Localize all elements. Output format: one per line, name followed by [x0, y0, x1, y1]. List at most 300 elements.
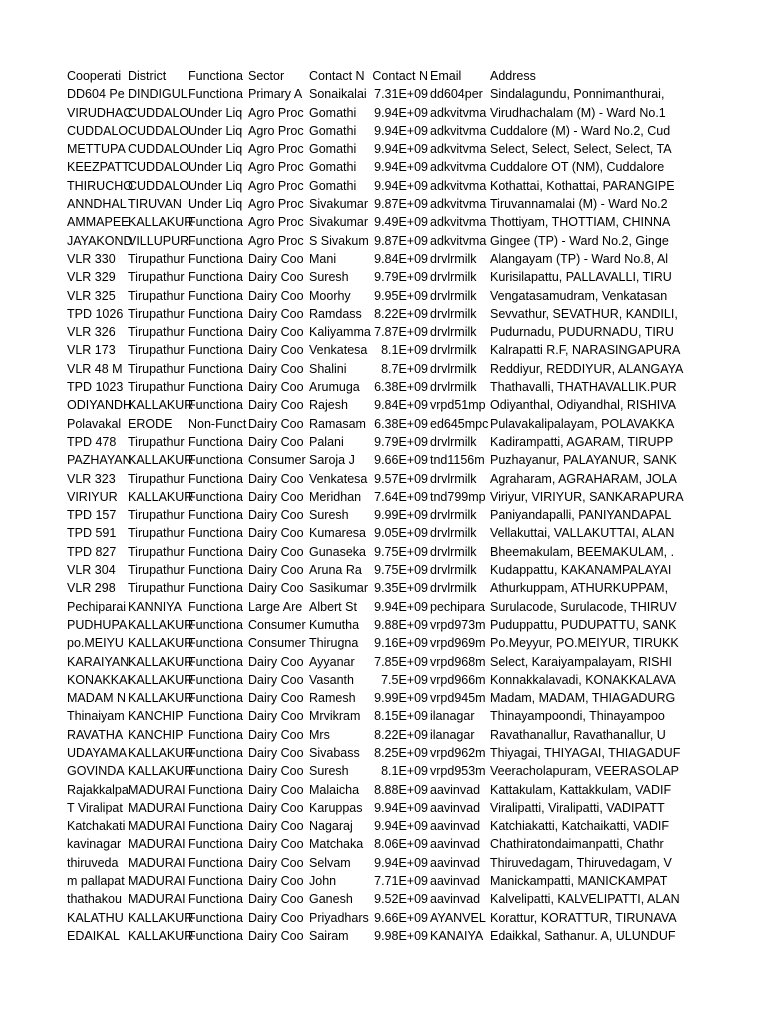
- district-cell[interactable]: KALLAKUR: [128, 691, 194, 706]
- functional-cell[interactable]: Functiona: [188, 599, 243, 614]
- contact-name-cell[interactable]: Venkatesa: [309, 471, 368, 486]
- address-cell[interactable]: Thiyagai, THIYAGAI, THIAGADUF: [490, 745, 681, 760]
- district-cell[interactable]: KALLAKUR: [128, 910, 194, 925]
- contact-name-cell[interactable]: Priyadhars: [309, 910, 369, 925]
- cooperative-cell[interactable]: Katchakati: [67, 819, 126, 834]
- functional-cell[interactable]: Functiona: [188, 343, 243, 358]
- district-cell[interactable]: KALLAKUR: [128, 928, 194, 943]
- address-cell[interactable]: Thathavalli, THATHAVALLIK.PUR: [490, 380, 677, 395]
- sector-cell[interactable]: Dairy Coo: [248, 745, 304, 760]
- contact-name-cell[interactable]: Gunaseka: [309, 544, 366, 559]
- address-cell[interactable]: Cuddalore (M) - Ward No.2, Cud: [490, 123, 671, 138]
- functional-cell[interactable]: Under Liq: [188, 160, 243, 175]
- cooperative-cell[interactable]: MADAM N: [67, 691, 127, 706]
- address-cell[interactable]: Katchiakatti, Katchaikatti, VADIF: [490, 819, 670, 834]
- district-cell[interactable]: MADURAI: [128, 837, 186, 852]
- email-cell[interactable]: vrpd966m: [430, 672, 486, 687]
- address-cell[interactable]: Konnakkalavadi, KONAKKALAVA: [490, 672, 676, 687]
- sector-cell[interactable]: Dairy Coo: [248, 361, 304, 376]
- address-cell[interactable]: Kalvelipatti, KALVELIPATTI, ALAN: [490, 892, 680, 907]
- cooperative-cell[interactable]: Thinaiyam: [67, 709, 125, 724]
- header-cell-functional[interactable]: Functiona: [188, 69, 243, 83]
- cooperative-cell[interactable]: m pallapat: [67, 874, 125, 889]
- contact-name-cell[interactable]: Vasanth: [309, 672, 354, 687]
- functional-cell[interactable]: Functiona: [188, 288, 243, 303]
- sector-cell[interactable]: Dairy Coo: [248, 782, 304, 797]
- functional-cell[interactable]: Functiona: [188, 526, 243, 541]
- address-cell[interactable]: Vengatasamudram, Venkatasan: [490, 288, 668, 303]
- address-cell[interactable]: Veeracholapuram, VEERASOLAP: [490, 764, 679, 779]
- cooperative-cell[interactable]: CUDDALO: [67, 123, 129, 138]
- sector-cell[interactable]: Dairy Coo: [248, 910, 304, 925]
- address-cell[interactable]: Viriyur, VIRIYUR, SANKARAPURA: [490, 489, 684, 504]
- district-cell[interactable]: KALLAKUR: [128, 654, 194, 669]
- cooperative-cell[interactable]: TPD 1023: [67, 380, 124, 395]
- contact-name-cell[interactable]: Ayyanar: [309, 654, 355, 669]
- sector-cell[interactable]: Agro Proc: [248, 215, 304, 230]
- functional-cell[interactable]: Functiona: [188, 306, 243, 321]
- district-cell[interactable]: KALLAKUR: [128, 215, 194, 230]
- sector-cell[interactable]: Dairy Coo: [248, 691, 304, 706]
- cooperative-cell[interactable]: VIRUDHAC: [67, 105, 133, 120]
- contact-number-cell[interactable]: 9.94E+09: [374, 599, 428, 614]
- contact-name-cell[interactable]: Kumaresa: [309, 526, 366, 541]
- email-cell[interactable]: adkvitvma: [430, 215, 487, 230]
- address-cell[interactable]: Gingee (TP) - Ward No.2, Ginge: [490, 233, 669, 248]
- district-cell[interactable]: KALLAKUR: [128, 489, 194, 504]
- contact-name-cell[interactable]: Gomathi: [309, 142, 357, 157]
- cooperative-cell[interactable]: VLR 330: [67, 251, 116, 266]
- email-cell[interactable]: drvlrmilk: [430, 526, 477, 541]
- district-cell[interactable]: KALLAKUR: [128, 764, 194, 779]
- email-cell[interactable]: drvlrmilk: [430, 306, 477, 321]
- district-cell[interactable]: MADURAI: [128, 855, 186, 870]
- sector-cell[interactable]: Dairy Coo: [248, 544, 304, 559]
- email-cell[interactable]: adkvitvma: [430, 160, 487, 175]
- email-cell[interactable]: pechipara: [430, 599, 485, 614]
- email-cell[interactable]: drvlrmilk: [430, 563, 477, 578]
- cooperative-cell[interactable]: TPD 591: [67, 526, 117, 541]
- cooperative-cell[interactable]: PAZHAYAN: [67, 453, 132, 468]
- contact-number-cell[interactable]: 6.38E+09: [374, 416, 428, 431]
- contact-name-cell[interactable]: Matchaka: [309, 837, 364, 852]
- cooperative-cell[interactable]: JAYAKOND: [67, 233, 133, 248]
- functional-cell[interactable]: Functiona: [188, 928, 243, 943]
- sector-cell[interactable]: Agro Proc: [248, 197, 304, 212]
- cooperative-cell[interactable]: EDAIKAL: [67, 928, 120, 943]
- cooperative-cell[interactable]: T Viralipat: [67, 800, 123, 815]
- email-cell[interactable]: dd604per: [430, 87, 483, 102]
- contact-name-cell[interactable]: Arumuga: [309, 380, 360, 395]
- cooperative-cell[interactable]: TPD 157: [67, 508, 117, 523]
- contact-number-cell[interactable]: 8.1E+09: [381, 343, 428, 358]
- contact-number-cell[interactable]: 9.79E+09: [374, 270, 428, 285]
- address-cell[interactable]: Kudappattu, KAKANAMPALAYAI: [490, 563, 672, 578]
- cooperative-cell[interactable]: TPD 827: [67, 544, 117, 559]
- contact-name-cell[interactable]: Ramesh: [309, 691, 356, 706]
- contact-name-cell[interactable]: Albert St: [309, 599, 357, 614]
- contact-name-cell[interactable]: Selvam: [309, 855, 351, 870]
- contact-name-cell[interactable]: Ramasam: [309, 416, 366, 431]
- address-cell[interactable]: Bheemakulam, BEEMAKULAM, .: [490, 544, 675, 559]
- district-cell[interactable]: KANCHIP: [128, 727, 184, 742]
- district-cell[interactable]: CUDDALO: [128, 105, 190, 120]
- contact-number-cell[interactable]: 8.06E+09: [374, 837, 428, 852]
- cooperative-cell[interactable]: VLR 173: [67, 343, 116, 358]
- district-cell[interactable]: KALLAKUR: [128, 617, 194, 632]
- functional-cell[interactable]: Functiona: [188, 654, 243, 669]
- cooperative-cell[interactable]: TPD 1026: [67, 306, 124, 321]
- district-cell[interactable]: KALLAKUR: [128, 745, 194, 760]
- cooperative-cell[interactable]: METTUPA: [67, 142, 126, 157]
- contact-number-cell[interactable]: 9.94E+09: [374, 800, 428, 815]
- contact-name-cell[interactable]: Gomathi: [309, 105, 357, 120]
- sector-cell[interactable]: Dairy Coo: [248, 434, 304, 449]
- address-cell[interactable]: Thottiyam, THOTTIAM, CHINNA: [490, 215, 671, 230]
- functional-cell[interactable]: Functiona: [188, 764, 243, 779]
- email-cell[interactable]: ilanagar: [430, 727, 475, 742]
- email-cell[interactable]: vrpd962m: [430, 745, 486, 760]
- contact-name-cell[interactable]: Aruna Ra: [309, 563, 362, 578]
- functional-cell[interactable]: Under Liq: [188, 123, 243, 138]
- district-cell[interactable]: MADURAI: [128, 782, 186, 797]
- functional-cell[interactable]: Functiona: [188, 910, 243, 925]
- district-cell[interactable]: VILLUPUR: [128, 233, 190, 248]
- functional-cell[interactable]: Functiona: [188, 636, 243, 651]
- cooperative-cell[interactable]: ODIYANDH: [67, 398, 133, 413]
- email-cell[interactable]: drvlrmilk: [430, 270, 477, 285]
- contact-number-cell[interactable]: 8.7E+09: [381, 361, 428, 376]
- address-cell[interactable]: Surulacode, Surulacode, THIRUV: [490, 599, 677, 614]
- contact-name-cell[interactable]: Kaliyamma: [309, 325, 371, 340]
- sector-cell[interactable]: Large Are: [248, 599, 303, 614]
- sector-cell[interactable]: Dairy Coo: [248, 343, 304, 358]
- email-cell[interactable]: aavinvad: [430, 874, 481, 889]
- sector-cell[interactable]: Dairy Coo: [248, 416, 304, 431]
- district-cell[interactable]: Tirupathur: [128, 306, 185, 321]
- address-cell[interactable]: Kothattai, Kothattai, PARANGIPE: [490, 178, 675, 193]
- district-cell[interactable]: MADURAI: [128, 874, 186, 889]
- email-cell[interactable]: vrpd945m: [430, 691, 486, 706]
- functional-cell[interactable]: Functiona: [188, 489, 243, 504]
- district-cell[interactable]: Tirupathur: [128, 325, 185, 340]
- district-cell[interactable]: Tirupathur: [128, 288, 185, 303]
- contact-number-cell[interactable]: 8.15E+09: [374, 709, 428, 724]
- address-cell[interactable]: Kurisilapattu, PALLAVALLI, TIRU: [490, 270, 672, 285]
- cooperative-cell[interactable]: UDAYAMA: [67, 745, 127, 760]
- cooperative-cell[interactable]: VLR 325: [67, 288, 116, 303]
- email-cell[interactable]: aavinvad: [430, 782, 481, 797]
- functional-cell[interactable]: Functiona: [188, 837, 243, 852]
- address-cell[interactable]: Athurkuppam, ATHURKUPPAM,: [490, 581, 669, 596]
- contact-number-cell[interactable]: 9.94E+09: [374, 855, 428, 870]
- contact-number-cell[interactable]: 8.88E+09: [374, 782, 428, 797]
- functional-cell[interactable]: Functiona: [188, 855, 243, 870]
- contact-number-cell[interactable]: 8.1E+09: [381, 764, 428, 779]
- contact-name-cell[interactable]: Moorhy: [309, 288, 351, 303]
- functional-cell[interactable]: Functiona: [188, 215, 243, 230]
- email-cell[interactable]: tnd799mp: [430, 489, 486, 504]
- email-cell[interactable]: drvlrmilk: [430, 361, 477, 376]
- contact-number-cell[interactable]: 9.94E+09: [374, 160, 428, 175]
- contact-name-cell[interactable]: Suresh: [309, 764, 349, 779]
- contact-number-cell[interactable]: 9.94E+09: [374, 142, 428, 157]
- contact-number-cell[interactable]: 6.38E+09: [374, 380, 428, 395]
- sector-cell[interactable]: Dairy Coo: [248, 251, 304, 266]
- address-cell[interactable]: Korattur, KORATTUR, TIRUNAVA: [490, 910, 677, 925]
- cooperative-cell[interactable]: VLR 326: [67, 325, 116, 340]
- address-cell[interactable]: Madam, MADAM, THIAGADURG: [490, 691, 676, 706]
- header-cell-email[interactable]: Email: [430, 69, 462, 83]
- address-cell[interactable]: Edaikkal, Sathanur. A, ULUNDUF: [490, 928, 676, 943]
- contact-name-cell[interactable]: Gomathi: [309, 178, 357, 193]
- email-cell[interactable]: aavinvad: [430, 837, 481, 852]
- contact-number-cell[interactable]: 9.99E+09: [374, 691, 428, 706]
- sector-cell[interactable]: Dairy Coo: [248, 380, 304, 395]
- cooperative-cell[interactable]: VLR 329: [67, 270, 116, 285]
- sector-cell[interactable]: Dairy Coo: [248, 654, 304, 669]
- cooperative-cell[interactable]: Polavakal: [67, 416, 122, 431]
- email-cell[interactable]: drvlrmilk: [430, 544, 477, 559]
- functional-cell[interactable]: Functiona: [188, 544, 243, 559]
- contact-name-cell[interactable]: Mani: [309, 251, 337, 266]
- contact-number-cell[interactable]: 9.87E+09: [374, 233, 428, 248]
- contact-name-cell[interactable]: Suresh: [309, 508, 349, 523]
- cooperative-cell[interactable]: KEEZPATT: [67, 160, 130, 175]
- contact-number-cell[interactable]: 9.98E+09: [374, 928, 428, 943]
- contact-name-cell[interactable]: Sasikumar: [309, 581, 369, 596]
- address-cell[interactable]: Thiruvedagam, Thiruvedagam, V: [490, 855, 672, 870]
- functional-cell[interactable]: Functiona: [188, 453, 243, 468]
- district-cell[interactable]: Tirupathur: [128, 508, 185, 523]
- email-cell[interactable]: drvlrmilk: [430, 581, 477, 596]
- contact-name-cell[interactable]: Gomathi: [309, 123, 357, 138]
- address-cell[interactable]: Ravathanallur, Ravathanallur, U: [490, 727, 666, 742]
- functional-cell[interactable]: Functiona: [188, 380, 243, 395]
- cooperative-cell[interactable]: KONAKKAI: [67, 672, 131, 687]
- address-cell[interactable]: Sindalagundu, Ponnimanthurai,: [490, 87, 665, 102]
- sector-cell[interactable]: Dairy Coo: [248, 398, 304, 413]
- sector-cell[interactable]: Dairy Coo: [248, 874, 304, 889]
- address-cell[interactable]: Thinayampoondi, Thinayampoo: [490, 709, 665, 724]
- header-cell-contact-name[interactable]: Contact N: [309, 69, 365, 83]
- email-cell[interactable]: aavinvad: [430, 855, 481, 870]
- address-cell[interactable]: Pudurnadu, PUDURNADU, TIRU: [490, 325, 674, 340]
- sector-cell[interactable]: Dairy Coo: [248, 325, 304, 340]
- email-cell[interactable]: vrpd973m: [430, 617, 486, 632]
- functional-cell[interactable]: Functiona: [188, 691, 243, 706]
- district-cell[interactable]: CUDDALO: [128, 142, 190, 157]
- sector-cell[interactable]: Agro Proc: [248, 105, 304, 120]
- sector-cell[interactable]: Dairy Coo: [248, 489, 304, 504]
- cooperative-cell[interactable]: THIRUCHO: [67, 178, 133, 193]
- contact-number-cell[interactable]: 9.66E+09: [374, 453, 428, 468]
- email-cell[interactable]: tnd1156m: [430, 453, 485, 468]
- contact-number-cell[interactable]: 9.95E+09: [374, 288, 428, 303]
- contact-number-cell[interactable]: 7.64E+09: [374, 489, 428, 504]
- sector-cell[interactable]: Consumer: [248, 617, 306, 632]
- address-cell[interactable]: Paniyandapalli, PANIYANDAPAL: [490, 508, 672, 523]
- district-cell[interactable]: Tirupathur: [128, 270, 185, 285]
- address-cell[interactable]: Puzhayanur, PALAYANUR, SANK: [490, 453, 677, 468]
- functional-cell[interactable]: Functiona: [188, 617, 243, 632]
- email-cell[interactable]: drvlrmilk: [430, 251, 477, 266]
- sector-cell[interactable]: Dairy Coo: [248, 581, 304, 596]
- header-cell-address[interactable]: Address: [490, 69, 536, 83]
- sector-cell[interactable]: Dairy Coo: [248, 727, 304, 742]
- sector-cell[interactable]: Dairy Coo: [248, 270, 304, 285]
- address-cell[interactable]: Select, Select, Select, Select, TA: [490, 142, 672, 157]
- contact-name-cell[interactable]: Saroja J: [309, 453, 355, 468]
- cooperative-cell[interactable]: KARAIYAN: [67, 654, 130, 669]
- address-cell[interactable]: Manickampatti, MANICKAMPAT: [490, 874, 668, 889]
- cooperative-cell[interactable]: VIRIYUR: [67, 489, 118, 504]
- district-cell[interactable]: Tirupathur: [128, 471, 185, 486]
- functional-cell[interactable]: Functiona: [188, 434, 243, 449]
- contact-name-cell[interactable]: Sivakumar: [309, 215, 369, 230]
- cooperative-cell[interactable]: Rajakkalpa: [67, 782, 129, 797]
- contact-number-cell[interactable]: 8.22E+09: [374, 727, 428, 742]
- address-cell[interactable]: Cuddalore OT (NM), Cuddalore: [490, 160, 665, 175]
- district-cell[interactable]: Tirupathur: [128, 361, 185, 376]
- cooperative-cell[interactable]: thiruveda: [67, 855, 119, 870]
- address-cell[interactable]: Vellakuttai, VALLAKUTTAI, ALAN: [490, 526, 675, 541]
- contact-name-cell[interactable]: Palani: [309, 434, 344, 449]
- functional-cell[interactable]: Under Liq: [188, 197, 243, 212]
- cooperative-cell[interactable]: VLR 304: [67, 563, 116, 578]
- sector-cell[interactable]: Agro Proc: [248, 178, 304, 193]
- district-cell[interactable]: Tirupathur: [128, 434, 185, 449]
- functional-cell[interactable]: Functiona: [188, 87, 243, 102]
- email-cell[interactable]: adkvitvma: [430, 105, 487, 120]
- contact-name-cell[interactable]: Kumutha: [309, 617, 360, 632]
- district-cell[interactable]: KALLAKUR: [128, 636, 194, 651]
- contact-name-cell[interactable]: Mrvikram: [309, 709, 361, 724]
- contact-number-cell[interactable]: 9.79E+09: [374, 434, 428, 449]
- sector-cell[interactable]: Dairy Coo: [248, 288, 304, 303]
- district-cell[interactable]: MADURAI: [128, 800, 186, 815]
- address-cell[interactable]: Virudhachalam (M) - Ward No.1: [490, 105, 666, 120]
- sector-cell[interactable]: Dairy Coo: [248, 800, 304, 815]
- cooperative-cell[interactable]: VLR 323: [67, 471, 116, 486]
- sector-cell[interactable]: Dairy Coo: [248, 928, 304, 943]
- email-cell[interactable]: drvlrmilk: [430, 288, 477, 303]
- email-cell[interactable]: AYANVEL: [430, 910, 486, 925]
- email-cell[interactable]: drvlrmilk: [430, 508, 477, 523]
- email-cell[interactable]: drvlrmilk: [430, 471, 477, 486]
- email-cell[interactable]: adkvitvma: [430, 233, 487, 248]
- district-cell[interactable]: Tirupathur: [128, 380, 185, 395]
- header-cell-district[interactable]: District: [128, 69, 167, 83]
- contact-name-cell[interactable]: Rajesh: [309, 398, 348, 413]
- district-cell[interactable]: CUDDALO: [128, 160, 190, 175]
- district-cell[interactable]: Tirupathur: [128, 563, 185, 578]
- email-cell[interactable]: adkvitvma: [430, 142, 487, 157]
- district-cell[interactable]: ERODE: [128, 416, 173, 431]
- email-cell[interactable]: vrpd968m: [430, 654, 486, 669]
- district-cell[interactable]: MADURAI: [128, 892, 186, 907]
- contact-number-cell[interactable]: 7.71E+09: [374, 874, 428, 889]
- cooperative-cell[interactable]: po.MEIYU: [67, 636, 124, 651]
- address-cell[interactable]: Select, Karaiyampalayam, RISHI: [490, 654, 673, 669]
- cooperative-cell[interactable]: PUDHUPA: [67, 617, 128, 632]
- sector-cell[interactable]: Dairy Coo: [248, 306, 304, 321]
- district-cell[interactable]: KANCHIP: [128, 709, 184, 724]
- contact-number-cell[interactable]: 9.35E+09: [374, 581, 428, 596]
- contact-number-cell[interactable]: 9.66E+09: [374, 910, 428, 925]
- contact-name-cell[interactable]: Karuppas: [309, 800, 363, 815]
- contact-name-cell[interactable]: Shalini: [309, 361, 347, 376]
- district-cell[interactable]: MADURAI: [128, 819, 186, 834]
- sector-cell[interactable]: Dairy Coo: [248, 709, 304, 724]
- contact-name-cell[interactable]: Malaicha: [309, 782, 360, 797]
- district-cell[interactable]: Tirupathur: [128, 343, 185, 358]
- contact-number-cell[interactable]: 8.25E+09: [374, 745, 428, 760]
- address-cell[interactable]: Reddiyur, REDDIYUR, ALANGAYA: [490, 361, 684, 376]
- contact-number-cell[interactable]: 9.94E+09: [374, 178, 428, 193]
- contact-number-cell[interactable]: 7.31E+09: [374, 87, 428, 102]
- cooperative-cell[interactable]: kavinagar: [67, 837, 122, 852]
- contact-name-cell[interactable]: Ramdass: [309, 306, 362, 321]
- district-cell[interactable]: KALLAKUR: [128, 453, 194, 468]
- address-cell[interactable]: Pulavakalipalayam, POLAVAKKA: [490, 416, 675, 431]
- sector-cell[interactable]: Consumer: [248, 636, 306, 651]
- email-cell[interactable]: aavinvad: [430, 800, 481, 815]
- cooperative-cell[interactable]: TPD 478: [67, 434, 117, 449]
- email-cell[interactable]: ilanagar: [430, 709, 475, 724]
- functional-cell[interactable]: Under Liq: [188, 105, 243, 120]
- address-cell[interactable]: Alangayam (TP) - Ward No.8, Al: [490, 251, 669, 266]
- contact-number-cell[interactable]: 9.05E+09: [374, 526, 428, 541]
- contact-name-cell[interactable]: Suresh: [309, 270, 349, 285]
- functional-cell[interactable]: Functiona: [188, 270, 243, 285]
- contact-number-cell[interactable]: 9.52E+09: [374, 892, 428, 907]
- header-cell-contact-number[interactable]: Contact N: [372, 69, 428, 83]
- district-cell[interactable]: KANNIYA: [128, 599, 182, 614]
- contact-number-cell[interactable]: 9.88E+09: [374, 617, 428, 632]
- sector-cell[interactable]: Dairy Coo: [248, 837, 304, 852]
- functional-cell[interactable]: Functiona: [188, 672, 243, 687]
- district-cell[interactable]: Tirupathur: [128, 251, 185, 266]
- address-cell[interactable]: Kattakulam, Kattakkulam, VADIF: [490, 782, 672, 797]
- functional-cell[interactable]: Functiona: [188, 800, 243, 815]
- email-cell[interactable]: drvlrmilk: [430, 343, 477, 358]
- contact-name-cell[interactable]: Sairam: [309, 928, 349, 943]
- header-cell-cooperative[interactable]: Cooperati: [67, 69, 122, 83]
- contact-number-cell[interactable]: 9.75E+09: [374, 563, 428, 578]
- contact-name-cell[interactable]: Sivakumar: [309, 197, 369, 212]
- cooperative-cell[interactable]: VLR 48 M: [67, 361, 123, 376]
- functional-cell[interactable]: Functiona: [188, 709, 243, 724]
- district-cell[interactable]: KALLAKUR: [128, 398, 194, 413]
- email-cell[interactable]: ed645mpc: [430, 416, 489, 431]
- header-cell-sector[interactable]: Sector: [248, 69, 285, 83]
- district-cell[interactable]: Tirupathur: [128, 526, 185, 541]
- sector-cell[interactable]: Dairy Coo: [248, 471, 304, 486]
- cooperative-cell[interactable]: KALATHU: [67, 910, 124, 925]
- functional-cell[interactable]: Functiona: [188, 892, 243, 907]
- contact-number-cell[interactable]: 9.94E+09: [374, 819, 428, 834]
- email-cell[interactable]: drvlrmilk: [430, 325, 477, 340]
- functional-cell[interactable]: Functiona: [188, 398, 243, 413]
- sector-cell[interactable]: Dairy Coo: [248, 819, 304, 834]
- district-cell[interactable]: CUDDALO: [128, 123, 190, 138]
- functional-cell[interactable]: Functiona: [188, 745, 243, 760]
- contact-name-cell[interactable]: Meridhan: [309, 489, 362, 504]
- sector-cell[interactable]: Consumer: [248, 453, 306, 468]
- contact-number-cell[interactable]: 9.99E+09: [374, 508, 428, 523]
- functional-cell[interactable]: Functiona: [188, 563, 243, 578]
